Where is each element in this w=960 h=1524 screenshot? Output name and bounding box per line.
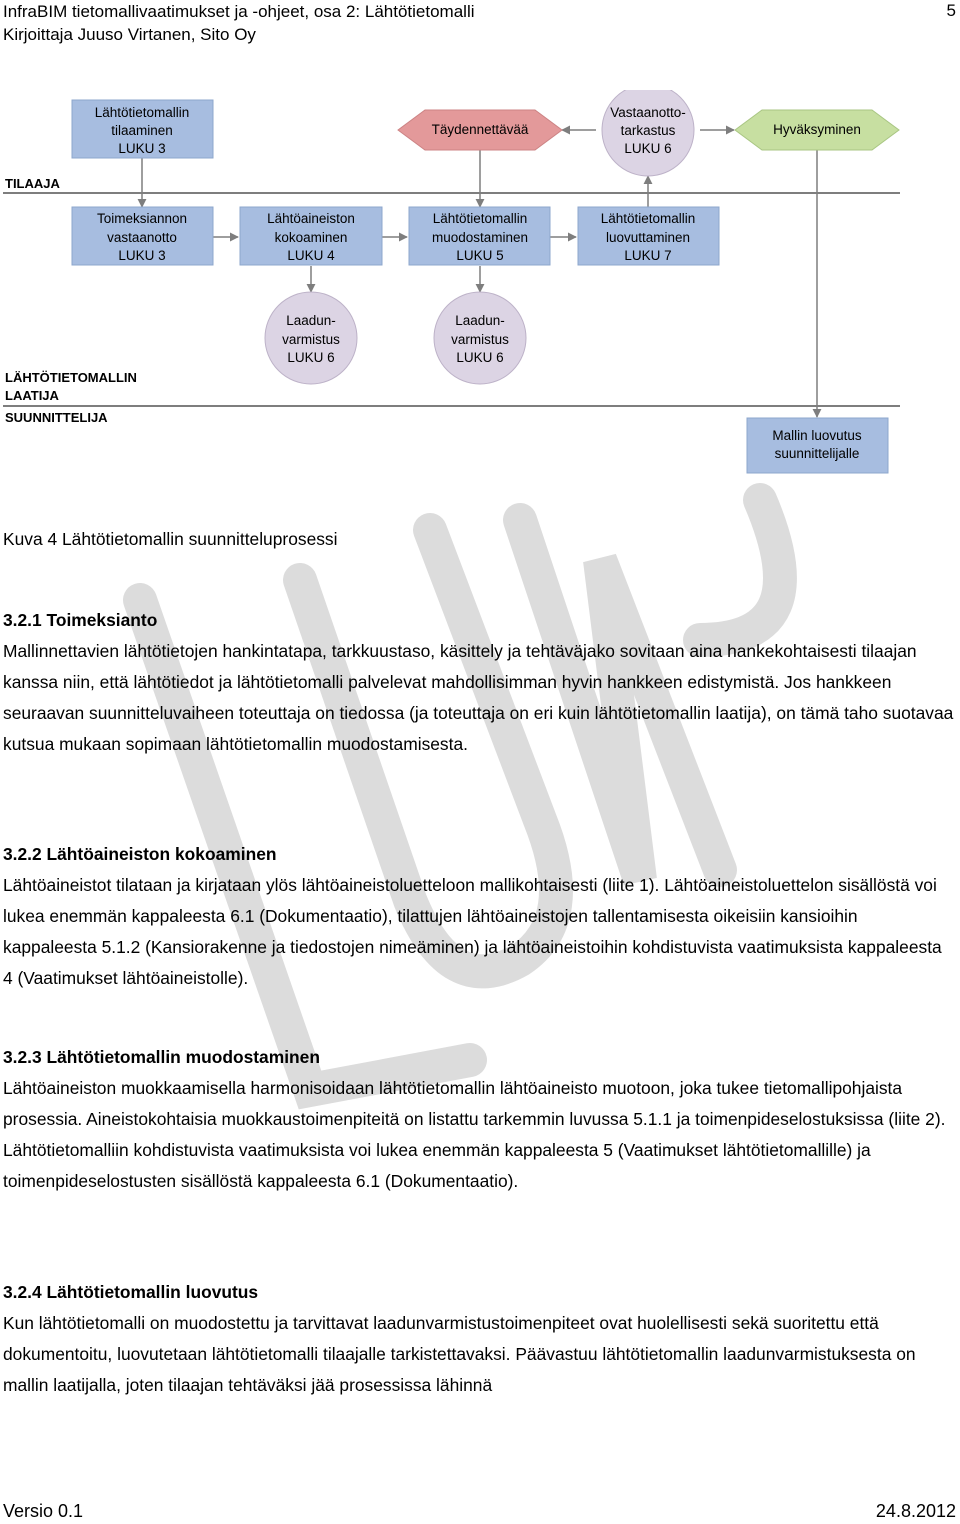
svg-text:Lähtötietomallin: Lähtötietomallin: [94, 105, 190, 120]
svg-text:suunnittelijalle: suunnittelijalle: [774, 446, 860, 461]
section-body: Kun lähtötietomalli on muodostettu ja tarvittavat laadunvarmistustoimenpiteet ovat huolellisesti sekä suoritettu että dokumentoitu, luovutetaan lähtötietomalli tilaajalle tarkistettavaksi. Päävastuu lähtötietomallin laadunvarmistuksesta on mallin laatijalla, joten tilaajan tehtäväksi jää prosessissa lähinnä: [3, 1313, 916, 1395]
section-heading: 3.2.4 Lähtötietomallin luovutus: [3, 1282, 259, 1302]
box-kokoaminen: [240, 207, 382, 265]
svg-text:LUKU 6: LUKU 6: [456, 350, 504, 365]
section-heading: 3.2.3 Lähtötietomallin muodostaminen: [3, 1047, 320, 1067]
svg-text:LUKU 3: LUKU 3: [118, 141, 166, 156]
svg-text:Lähtötietomallin: Lähtötietomallin: [600, 211, 696, 226]
svg-text:LUKU 6: LUKU 6: [624, 141, 672, 156]
svg-text:luovuttaminen: luovuttaminen: [605, 230, 691, 245]
svg-text:vastaanotto: vastaanotto: [107, 230, 177, 245]
lane-label-laatija: LÄHTÖTIETOMALLIN: [5, 370, 137, 385]
section: [3, 1042, 955, 1197]
svg-text:tarkastus: tarkastus: [620, 123, 676, 138]
lane-label-laatija: SUUNNITTELIJA: [5, 410, 108, 425]
section-heading: 3.2.2 Lähtöaineiston kokoaminen: [3, 844, 277, 864]
svg-text:Toimeksiannon: Toimeksiannon: [96, 211, 188, 226]
section-body: Lähtöaineistot tilataan ja kirjataan ylös lähtöaineistoluetteloon mallikohtaisesti (liite 1). Lähtöaineistoluettelon sisällöstä voi lukea enemmän kappaleesta 6.1 (Dokumentaatio), tilattujen lähtöaineistojen tallentamisesta oikeisiin kansioihin kappaleesta 5.1.2 (Kansiorakenne ja tiedostojen nimeäminen) ja lähtöaineistoihin kohdistuvista vaatimuksista kappaleesta 4 (Vaatimukset lähtöaineistolle).: [3, 875, 942, 988]
box-vastaanotto: [72, 207, 213, 265]
box-luovuttaminen: [578, 207, 719, 265]
svg-text:muodostaminen: muodostaminen: [431, 230, 529, 245]
footer-version: Versio 0.1: [3, 1501, 84, 1521]
page-number: 5: [946, 1, 956, 20]
section: [3, 839, 955, 994]
svg-text:Mallin luovutus: Mallin luovutus: [772, 428, 862, 443]
circle-laadunvarmistus-1: [265, 292, 357, 384]
svg-text:Täydennettävää: Täydennettävää: [431, 122, 529, 137]
svg-text:LUKU 6: LUKU 6: [287, 350, 335, 365]
figure-caption: Kuva 4 Lähtötietomallin suunnitteluprosessi: [3, 529, 338, 549]
svg-text:kokoaminen: kokoaminen: [274, 230, 348, 245]
svg-text:varmistus: varmistus: [282, 332, 340, 347]
box-mallin-luovutus: [747, 418, 888, 473]
document-title: InfraBIM tietomallivaatimukset ja -ohjeet, osa 2: Lähtötietomalli: [3, 2, 475, 21]
circle-laadunvarmistus-2: [434, 292, 526, 384]
svg-text:LUKU 5: LUKU 5: [456, 248, 504, 263]
svg-text:Lähtöaineiston: Lähtöaineiston: [267, 211, 355, 226]
section: [3, 605, 955, 760]
svg-text:LUKU 3: LUKU 3: [118, 248, 166, 263]
process-diagram: [0, 90, 960, 480]
svg-text:tilaaminen: tilaaminen: [111, 123, 173, 138]
svg-text:Laadun-: Laadun-: [455, 313, 505, 328]
svg-text:Laadun-: Laadun-: [286, 313, 336, 328]
lane-label-tilaaja: TILAAJA: [5, 176, 60, 191]
box-tilaaminen: [72, 100, 213, 158]
box-muodostaminen: [409, 207, 550, 265]
document-author: Kirjoittaja Juuso Virtanen, Sito Oy: [3, 25, 256, 44]
decision-taydennettava: [398, 110, 562, 150]
decision-hyvaksyminen: [735, 110, 899, 150]
circle-vastaanottotarkastus: [602, 90, 694, 176]
section-heading: 3.2.1 Toimeksianto: [3, 610, 158, 630]
section-body: Lähtöaineiston muokkaamisella harmonisoidaan lähtötietomallin lähtöaineisto muotoon, joka tukee tietomallipohjaista prosessia. Aineistokohtaisia muokkaustoimenpiteitä on listattu tarkemmin luvussa 5.1.1 ja toimenpideselostuksissa (liite 2). Lähtötietomalliin kohdistuvista vaatimuksista voi lukea enemmän kappaleesta 5 (Vaatimukset lähtötietomallille) ja toimenpideselostusten sisällöstä kappaleesta 6.1 (Dokumentaatio).: [3, 1078, 946, 1191]
section-body: Mallinnettavien lähtötietojen hankintatapa, tarkkuustaso, käsittely ja tehtäväjako sovitaan aina hankekohtaisesti tilaajan kanssa niin, että lähtötiedot ja lähtötietomalli palvelevat mahdollisimman hyvin hankkeen edistymistä. Jos hankkeen seuraavan suunnitteluvaiheen toteuttaja on tiedossa (ja toteuttaja on eri kuin lähtötietomallin laatija), on tämä taho suotavaa kutsua mukaan sopimaan lähtötietomallin muodostamisesta.: [3, 641, 954, 754]
footer-date: 24.8.2012: [875, 1501, 956, 1521]
section: [3, 1277, 955, 1401]
svg-text:LUKU 7: LUKU 7: [624, 248, 672, 263]
lane-label-laatija: LAATIJA: [5, 388, 59, 403]
svg-text:varmistus: varmistus: [451, 332, 509, 347]
svg-text:LUKU 4: LUKU 4: [287, 248, 335, 263]
svg-text:Lähtötietomallin: Lähtötietomallin: [432, 211, 528, 226]
svg-text:Hyväksyminen: Hyväksyminen: [773, 122, 861, 137]
svg-text:Vastaanotto-: Vastaanotto-: [610, 105, 686, 120]
